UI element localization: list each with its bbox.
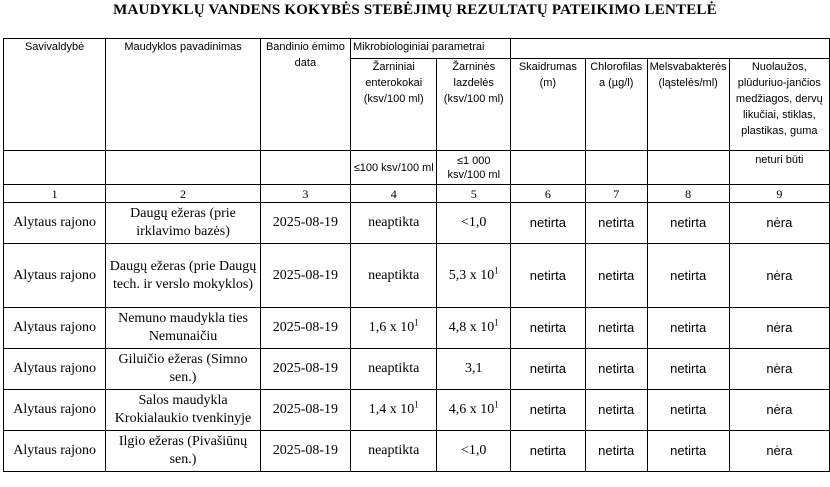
threshold-enterococci: ≤100 ksv/100 ml [350, 151, 437, 185]
sample-date-cell: 2025-08-19 [260, 203, 350, 244]
debris-cell: nėra [729, 349, 829, 390]
ecoli-exponent: 1 [494, 317, 499, 328]
sample-date-cell: 2025-08-19 [260, 308, 350, 349]
column-number: 8 [647, 185, 729, 203]
enterococci-cell [350, 431, 437, 472]
threshold-ecoli: ≤1 000 ksv/100 ml [437, 151, 511, 185]
threshold-empty [260, 151, 350, 185]
threshold-empty [4, 151, 106, 185]
header-empty-cell [510, 39, 829, 59]
table-row [4, 431, 830, 472]
enterococci-cell [350, 244, 437, 308]
municipality-cell: Alytaus rajono [4, 308, 106, 349]
threshold-empty [510, 151, 585, 185]
header-municipality: Savivaldybė [4, 39, 106, 151]
cyanobacteria-cell: netirta [647, 390, 729, 431]
ecoli-value: <1,0 [461, 443, 487, 458]
ecoli-value: 5,3 x 10 [448, 267, 495, 283]
cyanobacteria-cell: netirta [647, 308, 729, 349]
municipality-cell: Alytaus rajono [4, 203, 106, 244]
chlorophyll-cell: netirta [585, 349, 647, 390]
results-table [3, 38, 830, 472]
table-row [4, 244, 830, 308]
enterococci-cell [350, 308, 437, 349]
enterococci-exponent: 1 [414, 317, 419, 328]
debris-cell: nėra [729, 308, 829, 349]
column-number: 1 [4, 185, 106, 203]
column-number: 7 [585, 185, 647, 203]
table-row [4, 349, 830, 390]
ecoli-cell [437, 244, 511, 308]
enterococci-cell [350, 390, 437, 431]
column-number: 3 [260, 185, 350, 203]
sample-date-cell: 2025-08-19 [260, 349, 350, 390]
threshold-empty [585, 151, 647, 185]
threshold-empty [106, 151, 261, 185]
debris-cell: nėra [729, 390, 829, 431]
enterococci-cell [350, 203, 437, 244]
cyanobacteria-cell: netirta [647, 244, 729, 308]
header-cyanobacteria: Melsvabakterės (ląstelės/ml) [647, 59, 729, 151]
enterococci-cell [350, 349, 437, 390]
enterococci-value: 1,4 x 10 [368, 402, 415, 417]
beach-name-cell: Salos maudykla Krokialaukio tvenkinyje [106, 390, 261, 431]
ecoli-cell [437, 431, 511, 472]
ecoli-cell [437, 203, 511, 244]
beach-name-cell: Giluičio ežeras (Simno sen.) [106, 349, 261, 390]
municipality-cell: Alytaus rajono [4, 431, 106, 472]
chlorophyll-cell: netirta [585, 203, 647, 244]
sample-date-cell: 2025-08-19 [260, 390, 350, 431]
cyanobacteria-cell: netirta [647, 349, 729, 390]
transparency-cell: netirta [510, 203, 585, 244]
header-beach-name: Maudyklos pavadinimas [106, 39, 261, 151]
municipality-cell: Alytaus rajono [4, 349, 106, 390]
municipality-cell: Alytaus rajono [4, 244, 106, 308]
document-title: MAUDYKLŲ VANDENS KOKYBĖS STEBĖJIMŲ REZULTATŲ PATEIKIMO LENTELĖ [113, 2, 717, 18]
enterococci-value: neaptikta [368, 215, 420, 230]
beach-name-cell: Nemuno maudykla ties Nemunaičiu [106, 308, 261, 349]
ecoli-exponent: 1 [494, 399, 499, 410]
cyanobacteria-cell: netirta [647, 203, 729, 244]
transparency-cell: netirta [510, 431, 585, 472]
header-ecoli: Žarninės lazdelės (ksv/100 ml) [437, 59, 511, 151]
header-debris: Nuolaužos, plūduriuo-jančios medžiagos, dervų likučiai, stiklas, plastikas, guma [729, 59, 829, 151]
column-number: 4 [350, 185, 437, 203]
beach-name-cell: Daugų ežeras (prie irklavimo bazės) [106, 203, 261, 244]
ecoli-cell [437, 390, 511, 431]
column-number: 6 [510, 185, 585, 203]
ecoli-value: 4,6 x 10 [448, 402, 495, 417]
ecoli-cell [437, 308, 511, 349]
transparency-cell: netirta [510, 308, 585, 349]
column-number: 2 [106, 185, 261, 203]
ecoli-value: <1,0 [461, 215, 487, 230]
header-chlorophyll: Chlorofilas a (µg/l) [585, 59, 647, 151]
transparency-cell: netirta [510, 244, 585, 308]
debris-cell: nėra [729, 431, 829, 472]
threshold-debris: neturi būti [729, 151, 829, 185]
table-header [4, 39, 830, 203]
column-number: 5 [437, 185, 511, 203]
table-body [4, 203, 830, 472]
ecoli-value: 3,1 [464, 361, 483, 376]
header-microbiological-parameters: Mikrobiologiniai parametrai [350, 39, 510, 59]
chlorophyll-cell: netirta [585, 390, 647, 431]
sample-date-cell: 2025-08-19 [260, 431, 350, 472]
table-row [4, 203, 830, 244]
beach-name-cell: Daugų ežeras (prie Daugų tech. ir verslo mokyklos) [106, 244, 261, 308]
beach-name-cell: Ilgio ežeras (Pivašiūnų sen.) [106, 431, 261, 472]
chlorophyll-cell: netirta [585, 431, 647, 472]
debris-cell: nėra [729, 203, 829, 244]
debris-cell: nėra [729, 244, 829, 308]
transparency-cell: netirta [510, 390, 585, 431]
transparency-cell: netirta [510, 349, 585, 390]
ecoli-exponent: 1 [494, 264, 499, 275]
chlorophyll-cell: netirta [585, 308, 647, 349]
table-row [4, 390, 830, 431]
enterococci-value: neaptikta [368, 267, 420, 283]
enterococci-value: neaptikta [368, 443, 420, 458]
enterococci-value: neaptikta [368, 361, 420, 376]
ecoli-cell [437, 349, 511, 390]
enterococci-exponent: 1 [414, 399, 419, 410]
header-sample-date: Bandinio ėmimo data [260, 39, 350, 151]
municipality-cell: Alytaus rajono [4, 390, 106, 431]
chlorophyll-cell: netirta [585, 244, 647, 308]
ecoli-value: 4,8 x 10 [448, 320, 495, 335]
header-transparency: Skaidrumas (m) [510, 59, 585, 151]
threshold-empty [647, 151, 729, 185]
sample-date-cell: 2025-08-19 [260, 244, 350, 308]
table-row [4, 308, 830, 349]
column-number: 9 [729, 185, 829, 203]
header-enterococci: Žarniniai enterokokai (ksv/100 ml) [350, 59, 437, 151]
enterococci-value: 1,6 x 10 [368, 320, 415, 335]
cyanobacteria-cell: netirta [647, 431, 729, 472]
